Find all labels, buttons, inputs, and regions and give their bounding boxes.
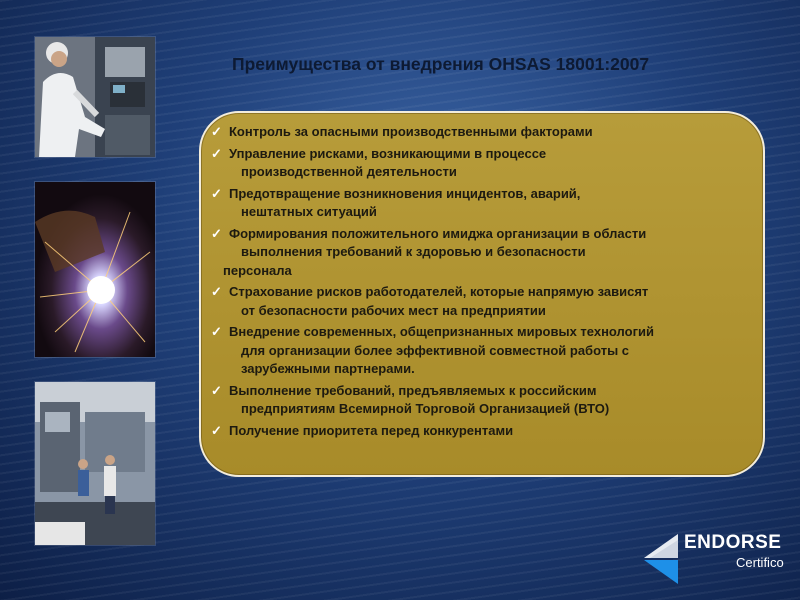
list-item: ✓ Внедрение современных, общепризнанных мировых технологий для организации более эффективной совместной работы с зарубежными партнерами. [211, 324, 654, 376]
benefits-panel [199, 111, 765, 477]
list-item: ✓ Выполнение требований, предъявляемых к российским предприятиям Всемирной Торговой Организацией (ВТО) [211, 382, 610, 416]
check-icon: ✓ [211, 422, 222, 438]
list-item: ✓ Формирования положительного имиджа организации в области выполнения требований к здоровью и безопасности персонала [211, 225, 647, 278]
check-icon: ✓ [211, 185, 222, 201]
endorse-logo [640, 530, 790, 590]
check-icon: ✓ [211, 324, 222, 339]
logo-brand-text: ENDORSE [684, 532, 782, 553]
check-icon: ✓ [211, 284, 222, 299]
check-icon: ✓ [211, 145, 222, 161]
logo-sub-text: Certifico [736, 555, 784, 570]
slide-title: Преимущества от внедрения OHSAS 18001:2007 [232, 54, 650, 74]
list-item: ✓ Контроль за опасными производственными факторами [211, 123, 745, 142]
welding-sparks-photo [34, 181, 156, 358]
check-icon: ✓ [211, 225, 222, 241]
list-item: ✓ Предотвращение возникновения инцидентов, аварий, нештатных ситуаций [211, 185, 581, 219]
list-item: ✓ Страхование рисков работодателей, которые напрямую зависят от безопасности рабочих мест на предприятии [211, 284, 649, 318]
arrow-logo-icon [640, 532, 682, 586]
lab-worker-photo [34, 36, 156, 158]
benefits-list [211, 123, 745, 443]
factory-workers-photo [34, 381, 156, 546]
list-item: ✓ Получение приоритета перед конкурентами [211, 422, 745, 441]
check-icon: ✓ [211, 124, 222, 139]
list-item: ✓ Управление рисками, возникающими в процессе производственной деятельности [211, 145, 547, 179]
check-icon: ✓ [211, 382, 222, 398]
